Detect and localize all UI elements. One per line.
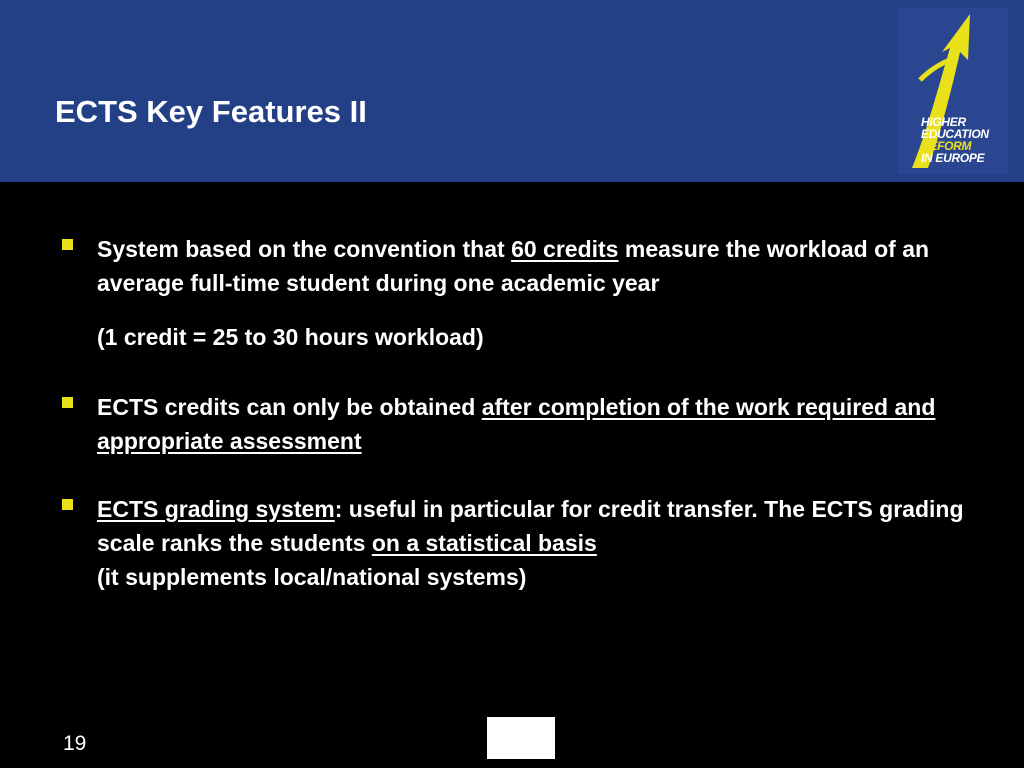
logo-line-4: IN EUROPE xyxy=(921,151,985,165)
white-placeholder-box xyxy=(487,717,555,759)
bullet-2-underlined: after completion of the work required and appropriate assessment xyxy=(97,394,936,454)
header-band xyxy=(0,0,1024,182)
bullet-3-text xyxy=(97,492,990,594)
bullet-1-text-before: System based on the convention that xyxy=(97,236,512,262)
bullet-2-text xyxy=(97,390,990,458)
bullet-2-text-before: ECTS credits can only be obtained xyxy=(97,394,482,420)
higher-education-reform-logo xyxy=(898,8,1008,174)
slide-title: ECTS Key Features II xyxy=(55,94,367,129)
logo-text xyxy=(921,116,989,164)
bullet-3-underlined: on a statistical basis xyxy=(371,530,597,556)
logo-line-1: HIGHER xyxy=(921,115,966,129)
bullet-list xyxy=(60,232,990,594)
bullet-3-text-mid: : useful in particular for credit transfer. The ECTS grading scale ranks the students xyxy=(97,496,964,556)
bullet-item-3 xyxy=(60,492,990,594)
logo-line-3: REFORM xyxy=(921,139,972,153)
bullet-1-text xyxy=(97,232,990,300)
bullet-1-text-after: measure the workload of an average full-time student during one academic year xyxy=(97,236,930,296)
bullet-1-underlined: 60 credits xyxy=(511,236,619,262)
square-bullet-icon xyxy=(62,239,73,250)
logo-line-2: EDUCATION xyxy=(921,127,989,141)
square-bullet-icon xyxy=(62,397,73,408)
bullet-3-last-line: (it supplements local/national systems) xyxy=(97,564,527,590)
bullet-1-subnote: (1 credit = 25 to 30 hours workload) xyxy=(97,324,484,350)
page-number: 19 xyxy=(63,732,87,755)
bullet-item-2 xyxy=(60,390,990,458)
square-bullet-icon xyxy=(62,499,73,510)
bullet-item-1 xyxy=(60,232,990,300)
bullet-3-underlined-lead: ECTS grading system xyxy=(97,496,335,522)
